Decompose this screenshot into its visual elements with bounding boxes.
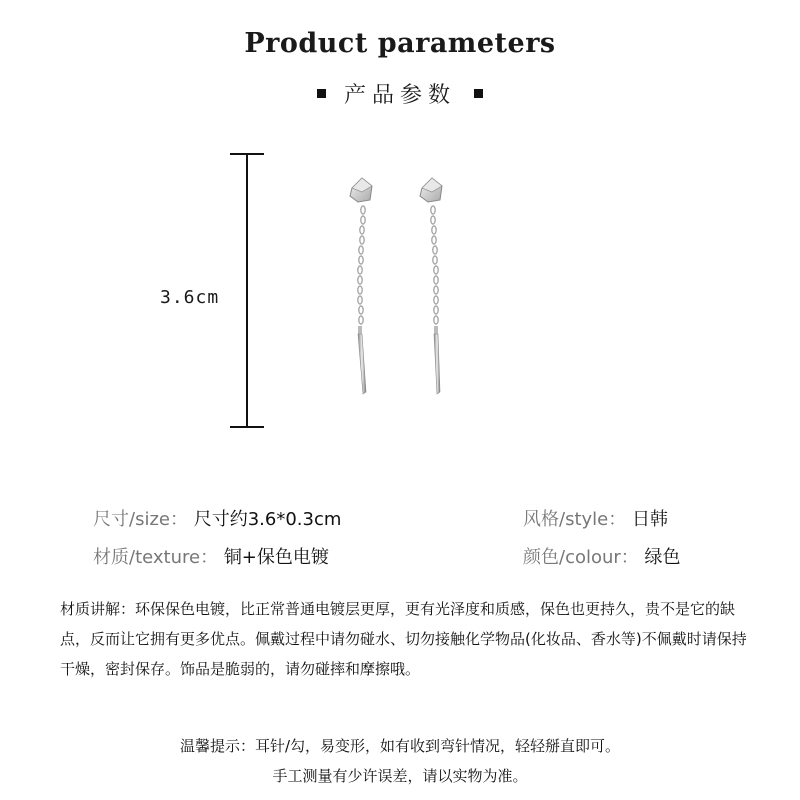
- spec-size-key: 尺寸/size：: [93, 509, 188, 530]
- spec-style-value: 日韩: [631, 509, 668, 530]
- care-tip: 温馨提示：耳针/勾，易变形，如有收到弯针情况，轻轻掰直即可。: [179, 737, 621, 755]
- spec-size: [93, 505, 341, 531]
- spec-colour: [523, 543, 681, 569]
- square-bullet-icon: [317, 89, 326, 98]
- spec-colour-key: 颜色/colour：: [523, 547, 639, 568]
- measurement-note: 手工测量有少许误差，请以实物为准。: [272, 767, 528, 785]
- spec-style-key: 风格/style：: [523, 509, 627, 530]
- square-bullet-icon: [474, 89, 483, 98]
- spec-texture-key: 材质/texture：: [93, 547, 219, 568]
- page-title: Product parameters: [244, 28, 556, 59]
- earring-right: [420, 178, 442, 394]
- earring-left: [350, 178, 372, 394]
- earring-product-image: [330, 170, 470, 400]
- spec-size-value: 尺寸约3.6*0.3cm: [193, 509, 342, 530]
- spec-style: [523, 505, 668, 531]
- subtitle-text: 产品参数: [343, 83, 456, 108]
- section-subtitle: [0, 78, 800, 109]
- material-description: 材质讲解：环保保色电镀，比正常普通电镀层更厚，更有光泽度和质感，保色也更持久，贵不是它的缺点，反而让它拥有更多优点。佩戴过程中请勿碰水、切勿接触化学物品(化妆品、香水等)不佩戴时请保持干燥，密封保存。饰品是脆弱的，请勿碰摔和摩擦哦。: [60, 600, 747, 678]
- dimension-bracket: [220, 150, 270, 435]
- spec-texture: [93, 543, 329, 569]
- spec-texture-value: 铜+保色电镀: [223, 547, 329, 568]
- spec-colour-value: 绿色: [644, 547, 681, 568]
- dimension-label: 3.6cm: [160, 287, 220, 308]
